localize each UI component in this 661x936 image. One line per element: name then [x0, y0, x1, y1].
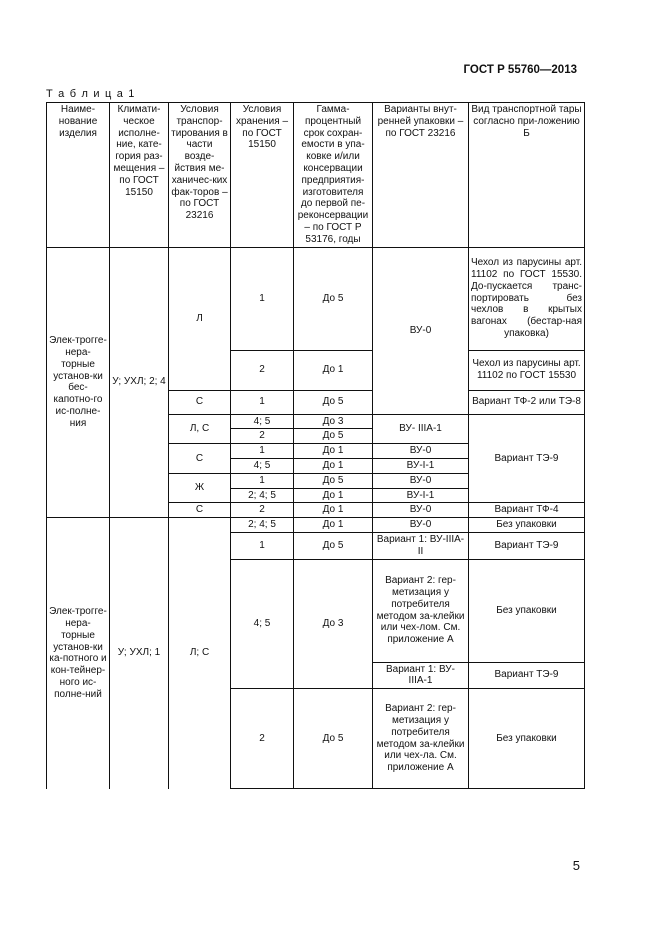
storage-cell: 2; 4; 5	[231, 488, 294, 503]
table-header-row	[47, 103, 585, 248]
tare-cell: Без упаковки	[469, 518, 585, 533]
tare-cell: Без упаковки	[469, 559, 585, 662]
term-cell: До 3	[294, 559, 373, 689]
inner-pack-cell: ВУ- IIIА-1	[373, 414, 469, 444]
inner-pack-cell: Вариант 2: гер-метизация у потребителя методом за-клейки или чех-лом. См. приложение А	[373, 559, 469, 662]
tare-cell: Вариант ТФ-2 или ТЭ-8	[469, 390, 585, 414]
page-number: 5	[572, 858, 580, 873]
tare-cell: Вариант ТЭ-9	[469, 662, 585, 689]
term-cell: До 3	[294, 414, 373, 429]
transport-cell: С	[169, 444, 231, 474]
term-cell: До 1	[294, 488, 373, 503]
data-table	[46, 102, 585, 789]
column-header: Наиме-нование изделия	[47, 103, 110, 248]
tare-cell: Вариант ТФ-4	[469, 503, 585, 518]
term-cell: До 5	[294, 532, 373, 559]
product-name-cell: Элек-трогге-нера-торные установ-ки ка-потного и кон-тейнер-ного ис-полне-ний	[47, 518, 110, 789]
inner-pack-cell: ВУ-0	[373, 247, 469, 414]
storage-cell: 4; 5	[231, 458, 294, 473]
storage-cell: 2	[231, 429, 294, 444]
storage-cell: 2	[231, 503, 294, 518]
term-cell: До 5	[294, 473, 373, 488]
tare-cell: Без упаковки	[469, 689, 585, 789]
inner-pack-cell: ВУ-0	[373, 503, 469, 518]
transport-cell: Л	[169, 247, 231, 390]
table-row	[47, 247, 585, 350]
tare-cell: Чехол из парусины арт. 11102 по ГОСТ 15530. До-пускается транс-портировать без чехлов в крытых вагонах (бестар-ная упаковка)	[469, 247, 585, 350]
storage-cell: 4; 5	[231, 559, 294, 689]
storage-cell: 2	[231, 350, 294, 390]
table-row	[47, 518, 585, 533]
term-cell: До 5	[294, 689, 373, 789]
storage-cell: 1	[231, 473, 294, 488]
term-cell: До 1	[294, 518, 373, 533]
tare-cell: Вариант ТЭ-9	[469, 532, 585, 559]
inner-pack-cell: ВУ-0	[373, 518, 469, 533]
storage-cell: 1	[231, 247, 294, 350]
storage-cell: 1	[231, 390, 294, 414]
column-header: Условия транспор-тирования в части возде-йствия ме-ханичес-ких фак-торов – по ГОСТ 23216	[169, 103, 231, 248]
climate-cell: У; УХЛ; 1	[110, 518, 169, 789]
column-header: Варианты внут-ренней упаковки – по ГОСТ 23216	[373, 103, 469, 248]
transport-cell: Л; С	[169, 518, 231, 789]
storage-cell: 2	[231, 689, 294, 789]
term-cell: До 5	[294, 390, 373, 414]
term-cell: До 5	[294, 247, 373, 350]
inner-pack-cell: Вариант 1: ВУ-IIIА-II	[373, 532, 469, 559]
storage-cell: 1	[231, 444, 294, 459]
document-code: ГОСТ Р 55760—2013	[463, 64, 577, 76]
storage-cell: 4; 5	[231, 414, 294, 429]
term-cell: До 1	[294, 350, 373, 390]
column-header: Условия хранения – по ГОСТ 15150	[231, 103, 294, 248]
table-caption: Т а б л и ц а 1	[46, 88, 136, 100]
inner-pack-cell: Вариант 1: ВУ-IIIА-1	[373, 662, 469, 689]
inner-pack-cell: ВУ-0	[373, 473, 469, 488]
transport-cell: Л, С	[169, 414, 231, 444]
column-header: Вид транспортной тары согласно при-ложению Б	[469, 103, 585, 248]
transport-cell: Ж	[169, 473, 231, 503]
column-header: Климати-ческое исполне-ние, кате-гория раз-мещения – по ГОСТ 15150	[110, 103, 169, 248]
column-header: Гамма-процентный срок сохран-емости в упа-ковке и/или консервации предприятия-изготовителя до первой пе-реконсервации – по ГОСТ Р 53176, годы	[294, 103, 373, 248]
inner-pack-cell: Вариант 2: гер-метизация у потребителя методом за-клейки или чех-ла. См. приложение А	[373, 689, 469, 789]
term-cell: До 1	[294, 444, 373, 459]
climate-cell: У; УХЛ; 2; 4	[110, 247, 169, 518]
transport-cell: С	[169, 390, 231, 414]
storage-cell: 1	[231, 532, 294, 559]
term-cell: До 1	[294, 458, 373, 473]
storage-cell: 2; 4; 5	[231, 518, 294, 533]
inner-pack-cell: ВУ-I-1	[373, 488, 469, 503]
tare-cell: Чехол из парусины арт. 11102 по ГОСТ 15530	[469, 350, 585, 390]
term-cell: До 1	[294, 503, 373, 518]
term-cell: До 5	[294, 429, 373, 444]
tare-cell: Вариант ТЭ-9	[469, 414, 585, 503]
product-name-cell: Элек-трогге-нера-торные установ-ки бес-капотно-го ис-полне-ния	[47, 247, 110, 518]
transport-cell: С	[169, 503, 231, 518]
inner-pack-cell: ВУ-I-1	[373, 458, 469, 473]
inner-pack-cell: ВУ-0	[373, 444, 469, 459]
